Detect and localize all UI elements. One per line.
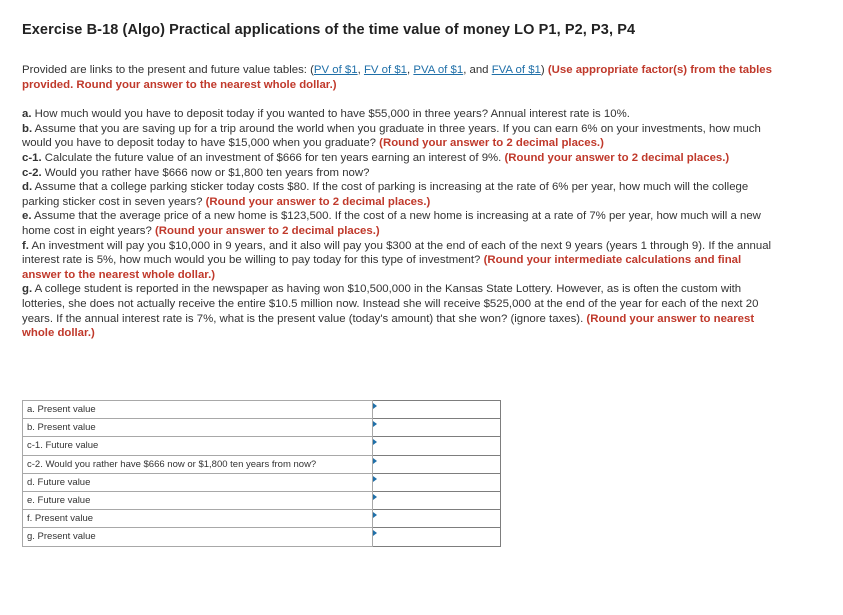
answer-g-input[interactable] xyxy=(373,528,500,545)
answer-input-cell[interactable] xyxy=(373,528,501,546)
exercise-body xyxy=(22,63,782,341)
answer-b-input[interactable] xyxy=(373,419,500,436)
fva-of-1-link[interactable]: FVA of $1 xyxy=(491,64,541,76)
answer-row-label: e. Future value xyxy=(23,491,373,509)
answer-c1-input[interactable] xyxy=(373,437,500,454)
answer-table xyxy=(22,400,501,547)
caret-icon xyxy=(373,494,377,500)
answer-input-cell[interactable] xyxy=(373,437,501,455)
question-g: g. A college student is reported in the newspaper as having won $10,500,000 in the Kansas State Lottery. However, as is often the custom with lotteries, she does not actually receive the entire $10.5 million now. Instead she will receive $525,000 at the end of the year for each of the next 20 years. If the annual interest rate is 7%, what is the present value (today's amount) that she won? (ignore taxes). (Round your answer to nearest whole dollar.) xyxy=(22,283,759,340)
answer-c2-select[interactable] xyxy=(373,456,500,473)
question-a: a. How much would you have to deposit today if you wanted to have $55,000 in three years? Annual interest rate is 10%. xyxy=(22,108,630,121)
answer-row xyxy=(23,473,501,491)
answer-row-label: a. Present value xyxy=(23,401,373,419)
answer-row xyxy=(23,510,501,528)
answer-row xyxy=(23,455,501,473)
caret-icon xyxy=(373,476,377,482)
answer-input-cell[interactable] xyxy=(373,510,501,528)
caret-icon xyxy=(373,512,377,518)
question-c1: c-1. Calculate the future value of an investment of $666 for ten years earning an interest of 9%. (Round your answer to 2 decimal places.) xyxy=(22,151,730,164)
answer-input-cell[interactable] xyxy=(373,401,501,419)
intro-paragraph: Provided are links to the present and future value tables: (PV of $1, FV of $1, PVA of $1, and FVA of $1) (Use appropriate factor(s) from the tables provided. Round your answer to the nearest whole dollar.) xyxy=(22,64,772,91)
answer-row xyxy=(23,491,501,509)
caret-icon xyxy=(373,421,377,427)
answer-row-label: c-2. Would you rather have $666 now or $1,800 ten years from now? xyxy=(23,455,373,473)
answer-f-input[interactable] xyxy=(373,510,500,527)
answer-e-input[interactable] xyxy=(373,492,500,509)
question-d: d. Assume that a college parking sticker today costs $80. If the cost of parking is increasing at the rate of 6% per year, how much will the college parking sticker cost in seven years? (Round your answer to 2 decimal places.) xyxy=(22,181,749,208)
answer-row xyxy=(23,528,501,546)
answer-d-input[interactable] xyxy=(373,474,500,491)
answer-input-cell[interactable] xyxy=(373,491,501,509)
question-e: e. Assume that the average price of a new home is $123,500. If the cost of a new home is increasing at a rate of 7% per year, how much will a new home cost in eight years? (Round your answer to 2 decimal places.) xyxy=(22,210,761,237)
caret-icon xyxy=(373,458,377,464)
fv-of-1-link[interactable]: FV of $1 xyxy=(363,64,408,76)
intro-instruction: (Use appropriate factor(s) from the tables provided. Round your answer to the nearest whole dollar.) xyxy=(22,64,772,91)
answer-input-cell[interactable] xyxy=(373,473,501,491)
answer-row-label: g. Present value xyxy=(23,528,373,546)
answer-row-label: b. Present value xyxy=(23,419,373,437)
answer-row xyxy=(23,401,501,419)
question-f: f. An investment will pay you $10,000 in 9 years, and it also will pay you $300 at the end of each of the next 9 years (years 1 through 9). If the annual interest rate is 5%, how much would you be willing to pay today for this type of investment? (Round your intermediate calculations and final answer to the nearest whole dollar.) xyxy=(22,239,772,281)
pva-of-1-link[interactable]: PVA of $1 xyxy=(413,64,464,76)
caret-icon xyxy=(373,403,377,409)
intro-text-before: Provided are links to the present and future value tables: ( xyxy=(22,64,314,76)
answer-input-cell[interactable] xyxy=(373,419,501,437)
pv-of-1-link[interactable]: PV of $1 xyxy=(313,64,358,76)
answer-row-label: c-1. Future value xyxy=(23,437,373,455)
question-b: b. Assume that you are saving up for a trip around the world when you graduate in three years. If you can earn 6% on your investments, how much would you have to deposit today to have $15,000 when you graduate? (Round your answer to 2 decimal places.) xyxy=(22,122,761,150)
answer-row xyxy=(23,419,501,437)
question-c2: c-2. Would you rather have $666 now or $1,800 ten years from now? xyxy=(22,166,370,179)
answer-row-label: f. Present value xyxy=(23,510,373,528)
answer-row-label: d. Future value xyxy=(23,473,373,491)
answer-a-input[interactable] xyxy=(373,401,500,418)
caret-icon xyxy=(373,439,377,445)
answer-row xyxy=(23,437,501,455)
caret-icon xyxy=(373,530,377,536)
answer-input-cell[interactable] xyxy=(373,455,501,473)
exercise-title: Exercise B-18 (Algo) Practical applications of the time value of money LO P1, P2, P3, P4 xyxy=(22,22,636,38)
